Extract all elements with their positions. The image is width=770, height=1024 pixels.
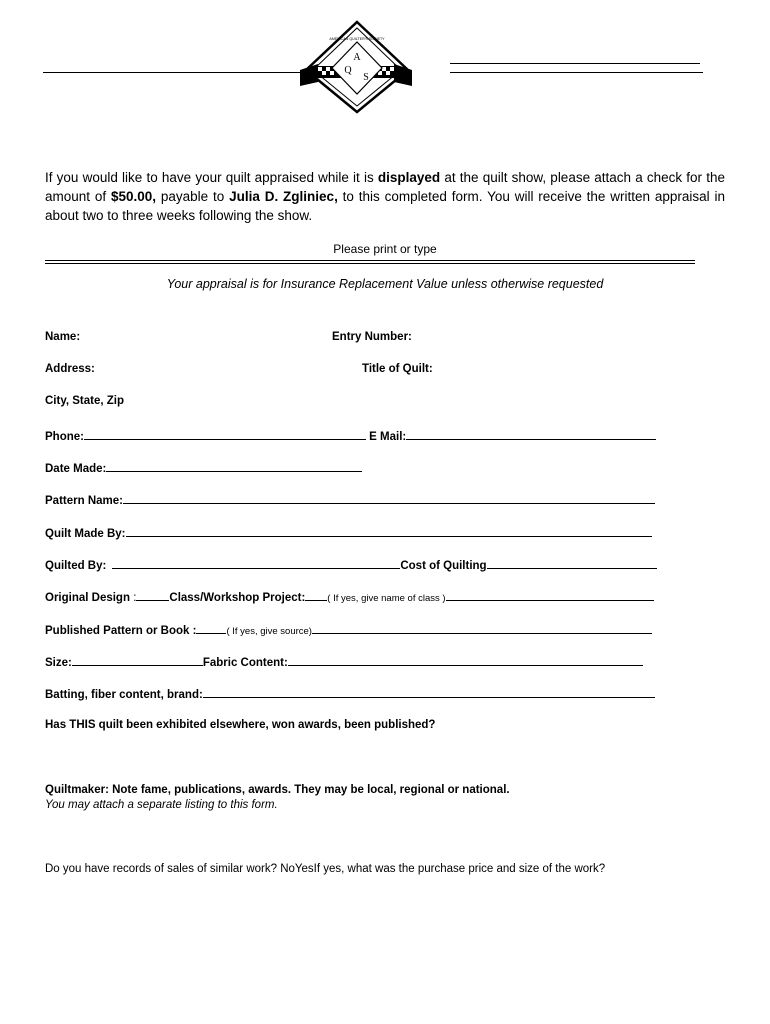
name-label: Name:	[45, 331, 81, 343]
header-line-right-top	[450, 63, 700, 64]
email-label: E Mail:	[365, 431, 407, 443]
class-hint: ( If yes, give name of class )	[327, 593, 446, 604]
quilt-made-by-row	[45, 524, 652, 541]
published-source-field[interactable]	[312, 621, 652, 634]
date-made-row	[45, 459, 362, 476]
sales-question-label: Do you have records of sales of similar work? No	[45, 863, 295, 875]
address-label: Address:	[45, 363, 95, 375]
class-name-field[interactable]	[446, 588, 654, 601]
quilt-made-by-field[interactable]	[126, 524, 652, 537]
date-made-field[interactable]	[106, 459, 362, 472]
batting-field[interactable]	[203, 685, 655, 698]
size-field[interactable]	[72, 653, 203, 666]
size-label: Size:	[45, 657, 72, 669]
size-row	[45, 653, 643, 670]
class-workshop-label: Class/Workshop Project:	[169, 592, 306, 604]
published-hint: ( If yes, give source)	[226, 626, 312, 637]
cost-of-quilting-field[interactable]	[487, 556, 657, 569]
logo-letter-s: S	[363, 72, 369, 83]
original-design-colon: :	[130, 592, 137, 604]
quilted-by-row	[45, 556, 657, 573]
email-field[interactable]	[406, 427, 656, 440]
logo-ring-text: AMERICAN QUILTER'S SOCIETY	[329, 37, 385, 41]
fabric-content-label: Fabric Content:	[202, 657, 288, 669]
sales-followup-label: If yes, what was the purchase price and size of the work?	[313, 863, 606, 875]
intro-paragraph: If you would like to have your quilt appraised while it is displayed at the quilt show, please attach a check for the amount of $50.00, payable to Julia D. Zgliniec, to this completed form. You will receive the written appraisal in about two to three weeks following the show.	[45, 170, 726, 223]
original-design-label: Original Design	[45, 592, 130, 604]
attach-note: You may attach a separate listing to this form.	[45, 799, 278, 811]
divider-line-1	[45, 260, 695, 261]
city-state-zip-label: City, State, Zip	[45, 395, 125, 407]
sales-yes-label: Yes	[294, 863, 314, 875]
original-design-field[interactable]	[136, 588, 169, 601]
phone-field[interactable]	[84, 427, 366, 440]
quilted-by-label: Quilted By:	[45, 560, 107, 572]
aqs-logo-icon	[300, 20, 412, 114]
published-pattern-row	[45, 621, 652, 639]
pattern-name-label: Pattern Name:	[45, 495, 123, 507]
pattern-name-row	[45, 491, 655, 508]
date-made-label: Date Made:	[45, 463, 107, 475]
pattern-name-field[interactable]	[123, 491, 655, 504]
phone-label: Phone:	[45, 431, 84, 443]
exhibited-question: Has THIS quilt been exhibited elsewhere, won awards, been published?	[45, 719, 436, 731]
quiltmaker-note: Quiltmaker: Note fame, publications, awards. They may be local, regional or national.	[45, 784, 510, 796]
print-instruction: Please print or type	[333, 242, 437, 256]
batting-label: Batting, fiber content, brand:	[45, 689, 203, 701]
published-pattern-label: Published Pattern or Book :	[45, 625, 197, 637]
batting-row	[45, 685, 655, 702]
divider-line-2	[45, 263, 695, 264]
logo-letter-a: A	[353, 52, 361, 63]
quilted-by-field[interactable]	[112, 556, 400, 569]
header-line-right-bottom	[450, 72, 703, 73]
fabric-content-field[interactable]	[288, 653, 643, 666]
quilt-made-by-label: Quilt Made By:	[45, 528, 126, 540]
logo-letter-q: Q	[344, 65, 352, 76]
entry-number-label: Entry Number:	[332, 331, 412, 343]
phone-row	[45, 427, 656, 444]
title-of-quilt-label: Title of Quilt:	[362, 363, 433, 375]
class-workshop-field[interactable]	[305, 588, 327, 601]
appraisal-note: Your appraisal is for Insurance Replacement Value unless otherwise requested	[166, 277, 604, 291]
sales-row	[45, 863, 605, 875]
original-design-row	[45, 588, 654, 606]
header-line-left	[43, 72, 305, 73]
cost-of-quilting-label: Cost of Quilting	[400, 560, 487, 572]
published-pattern-field[interactable]	[196, 621, 226, 634]
